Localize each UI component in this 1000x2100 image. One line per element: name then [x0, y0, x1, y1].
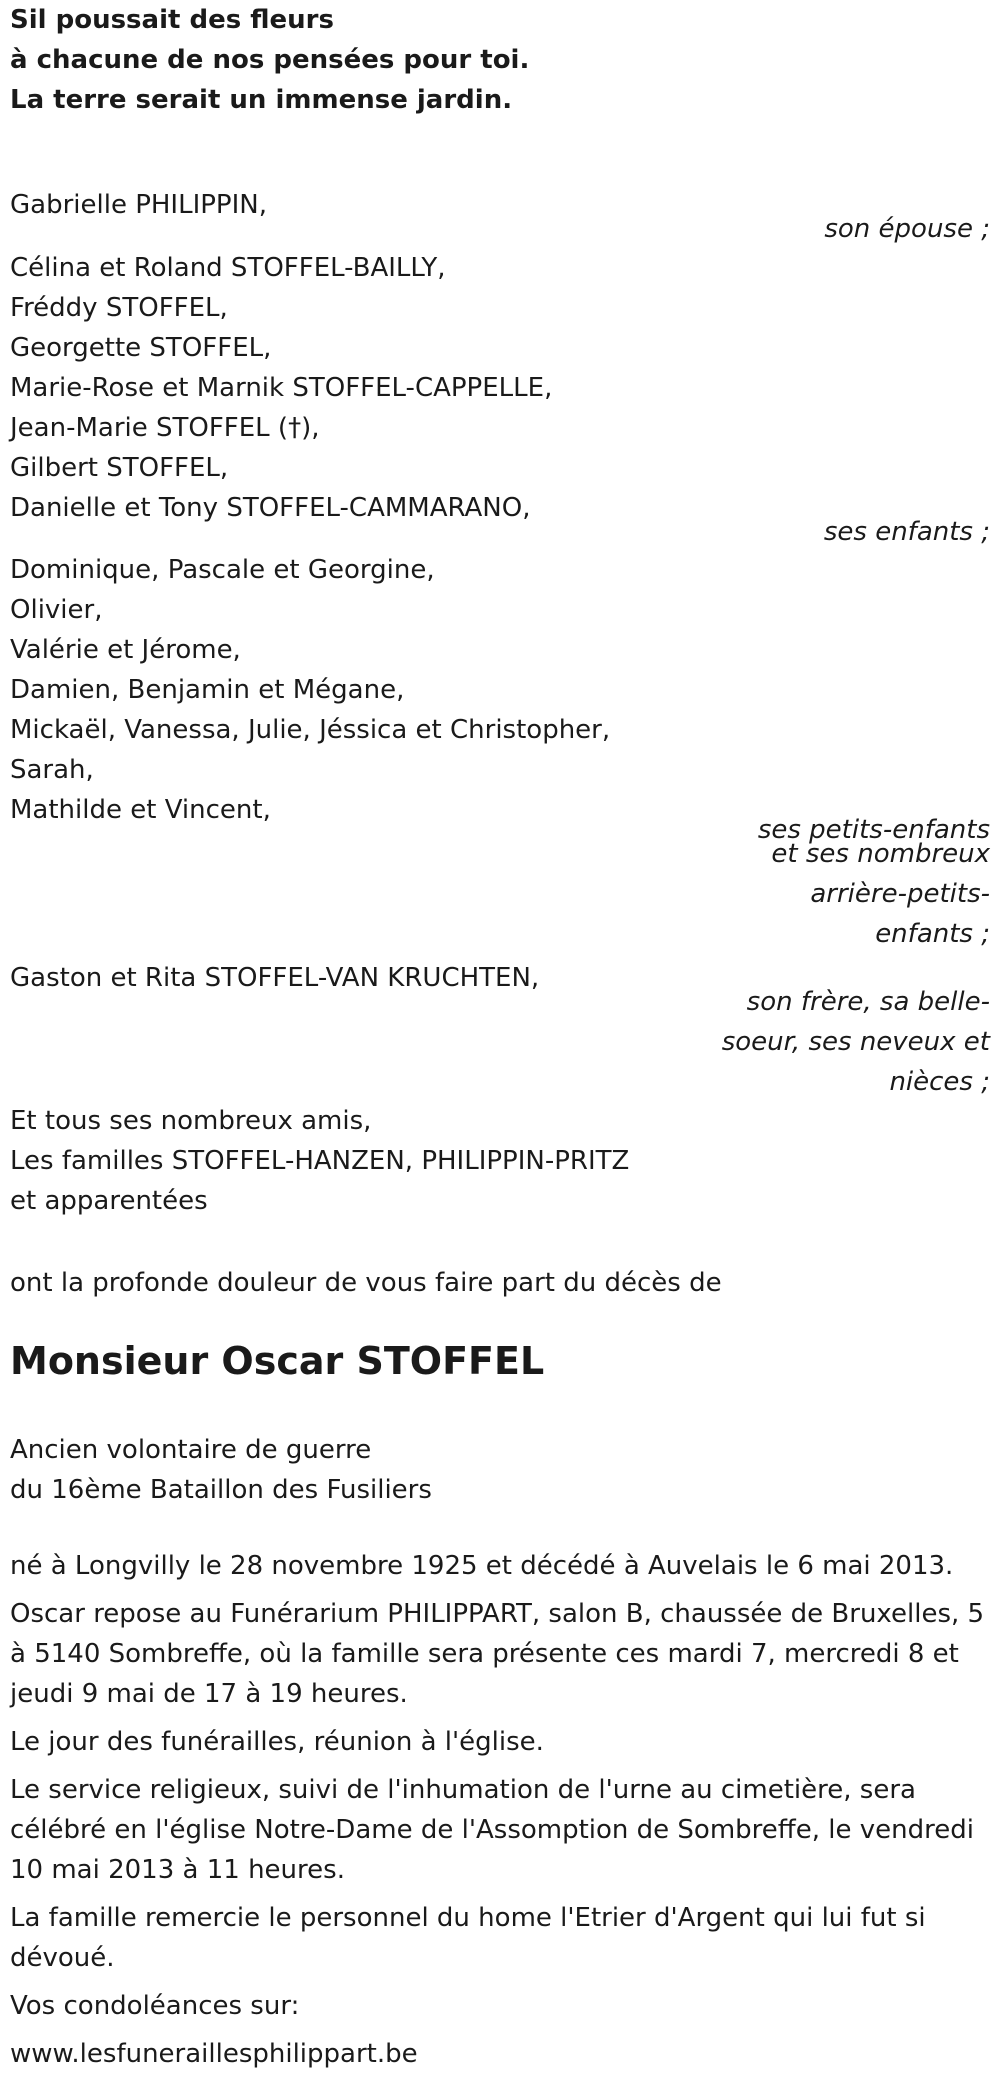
family-name: Gabrielle PHILIPPIN, — [10, 190, 267, 220]
relation-line: ses enfants ; — [823, 517, 990, 547]
poem-line: Sil poussait des fleurs — [10, 5, 334, 35]
detail-paragraph: Oscar repose au Funérarium PHILIPPART, salon B, chaussée de Bruxelles, 5 à 5140 Sombreffe, où la famille sera présente ces mardi 7, mercredi 8 et jeudi 9 mai de 17 à 19 heures. — [10, 1599, 985, 1709]
family-name: Danielle et Tony STOFFEL-CAMMARANO, — [10, 493, 531, 523]
family-name: Dominique, Pascale et Georgine, — [10, 555, 435, 585]
deceased-block — [10, 1338, 995, 1384]
family-name: Jean-Marie STOFFEL (†), — [10, 413, 320, 443]
others-line: Les familles STOFFEL-HANZEN, PHILIPPIN-PRITZ — [10, 1146, 630, 1176]
poem-line: à chacune de nos pensées pour toi. — [10, 45, 530, 75]
family-name: Valérie et Jérome, — [10, 635, 241, 665]
relation-spouse — [824, 209, 990, 249]
details — [10, 1546, 995, 2074]
deceased-title — [10, 1430, 995, 1510]
relation-line: son épouse ; — [824, 214, 990, 244]
family-name: Sarah, — [10, 755, 94, 785]
family-name: Georgette STOFFEL, — [10, 333, 272, 363]
family-name: Marie-Rose et Marnik STOFFEL-CAPPELLE, — [10, 373, 553, 403]
family-name: Mickaël, Vanessa, Julie, Jéssica et Christopher, — [10, 715, 611, 745]
family-name: Fréddy STOFFEL, — [10, 293, 228, 323]
website-link[interactable]: www.lesfuneraillesphilippart.be — [10, 2039, 418, 2069]
relation-grandchildren — [757, 815, 990, 954]
family-name: Célina et Roland STOFFEL-BAILLY, — [10, 253, 446, 283]
relation-line: nièces ; — [889, 1067, 990, 1097]
announcement-text: ont la profonde douleur de vous faire part du décès de — [10, 1268, 722, 1298]
family-group-children — [10, 248, 995, 528]
relation-line: soeur, ses neveux et — [721, 1027, 990, 1057]
relation-brother — [722, 982, 990, 1102]
relation-children — [824, 512, 990, 552]
relation-line: et ses nombreux — [771, 839, 990, 869]
title-line: du 16ème Bataillon des Fusiliers — [10, 1475, 432, 1505]
detail-paragraph: Le jour des funérailles, réunion à l'église. — [10, 1727, 544, 1757]
others-line: Et tous ses nombreux amis, — [10, 1106, 372, 1136]
deceased-name: Monsieur Oscar STOFFEL — [10, 1339, 545, 1383]
others-line: et apparentées — [10, 1186, 208, 1216]
relation-line: enfants ; — [875, 919, 990, 949]
family-name: Gaston et Rita STOFFEL-VAN KRUCHTEN, — [10, 963, 540, 993]
family-name: Olivier, — [10, 595, 103, 625]
detail-paragraph: La famille remercie le personnel du home l'Etrier d'Argent qui lui fut si dévoué. — [10, 1903, 926, 1973]
detail-paragraph: Le service religieux, suivi de l'inhumation de l'urne au cimetière, sera célébré en l'église Notre-Dame de l'Assomption de Sombreffe, le vendredi 10 mai 2013 à 11 heures. — [10, 1775, 974, 1885]
announcement — [10, 1263, 995, 1303]
poem-line: La terre serait un immense jardin. — [10, 85, 513, 115]
family-name: Mathilde et Vincent, — [10, 795, 271, 825]
relation-line: son frère, sa belle- — [746, 987, 990, 1017]
detail-paragraph: Vos condoléances sur: — [10, 1991, 300, 2021]
family-name: Gilbert STOFFEL, — [10, 453, 229, 483]
family-name: Damien, Benjamin et Mégane, — [10, 675, 405, 705]
family-group-grandchildren — [10, 550, 995, 830]
poem — [10, 0, 995, 120]
detail-paragraph: né à Longvilly le 28 novembre 1925 et décédé à Auvelais le 6 mai 2013. — [10, 1551, 954, 1581]
others — [10, 1101, 995, 1221]
relation-line: arrière-petits- — [810, 879, 990, 909]
relation-line: ses petits-enfants — [757, 815, 990, 845]
title-line: Ancien volontaire de guerre — [10, 1435, 372, 1465]
